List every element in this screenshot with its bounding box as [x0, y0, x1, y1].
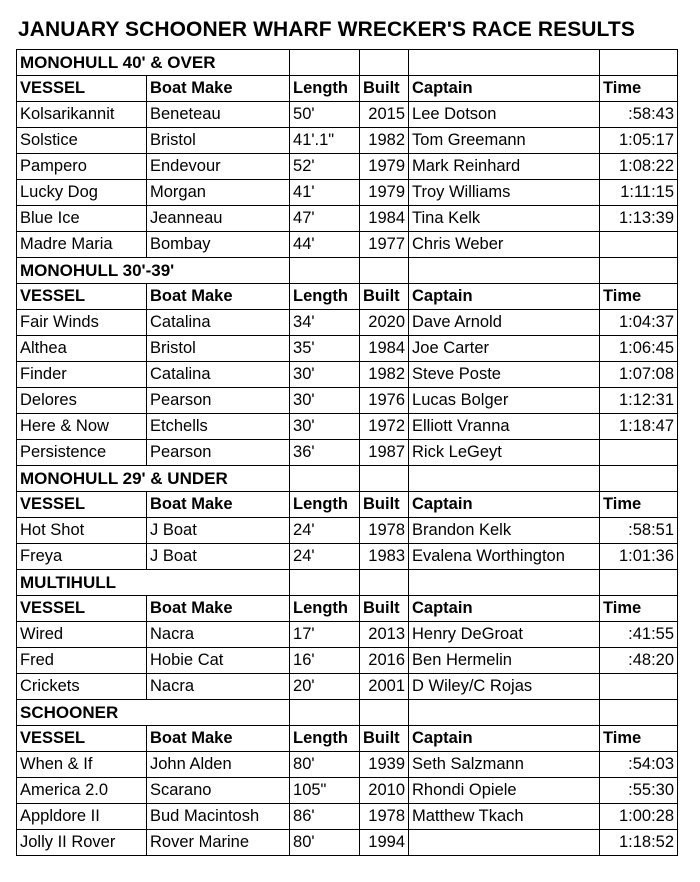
- column-header-row: [17, 284, 678, 310]
- section-title: MONOHULL 40' & OVER: [17, 50, 290, 76]
- length-cell: 41': [290, 180, 360, 206]
- built-cell: 1983: [360, 544, 409, 570]
- boat-make-cell: Endevour: [147, 154, 290, 180]
- table-row: [17, 388, 678, 414]
- captain-cell: Tom Greemann: [409, 128, 600, 154]
- column-header-captain: Captain: [409, 726, 600, 752]
- vessel-cell: Fair Winds: [17, 310, 147, 336]
- table-row: [17, 544, 678, 570]
- section-empty-cell: [409, 258, 600, 284]
- vessel-cell: Persistence: [17, 440, 147, 466]
- built-cell: 1982: [360, 128, 409, 154]
- table-row: [17, 310, 678, 336]
- boat-make-cell: Bristol: [147, 336, 290, 362]
- vessel-cell: Here & Now: [17, 414, 147, 440]
- length-cell: 80': [290, 830, 360, 856]
- table-row: [17, 128, 678, 154]
- time-cell: 1:18:52: [600, 830, 678, 856]
- vessel-cell: Lucky Dog: [17, 180, 147, 206]
- column-header-vessel: VESSEL: [17, 492, 147, 518]
- captain-cell: Henry DeGroat: [409, 622, 600, 648]
- captain-cell: Rhondi Opiele: [409, 778, 600, 804]
- column-header-length: Length: [290, 76, 360, 102]
- section-empty-cell: [290, 570, 360, 596]
- boat-make-cell: Rover Marine: [147, 830, 290, 856]
- column-header-time: Time: [600, 284, 678, 310]
- column-header-boat-make: Boat Make: [147, 596, 290, 622]
- section-row: [17, 466, 678, 492]
- column-header-length: Length: [290, 492, 360, 518]
- boat-make-cell: John Alden: [147, 752, 290, 778]
- boat-make-cell: J Boat: [147, 544, 290, 570]
- boat-make-cell: Morgan: [147, 180, 290, 206]
- column-header-time: Time: [600, 596, 678, 622]
- length-cell: 80': [290, 752, 360, 778]
- column-header-row: [17, 726, 678, 752]
- built-cell: 1979: [360, 180, 409, 206]
- column-header-boat-make: Boat Make: [147, 726, 290, 752]
- table-row: [17, 206, 678, 232]
- vessel-cell: Pampero: [17, 154, 147, 180]
- section-title: MONOHULL 30'-39': [17, 258, 290, 284]
- boat-make-cell: Pearson: [147, 440, 290, 466]
- time-cell: :48:20: [600, 648, 678, 674]
- column-header-captain: Captain: [409, 492, 600, 518]
- section-empty-cell: [290, 700, 360, 726]
- section-empty-cell: [409, 466, 600, 492]
- table-row: [17, 414, 678, 440]
- time-cell: :41:55: [600, 622, 678, 648]
- built-cell: 1939: [360, 752, 409, 778]
- vessel-cell: Crickets: [17, 674, 147, 700]
- vessel-cell: Wired: [17, 622, 147, 648]
- column-header-built: Built: [360, 284, 409, 310]
- captain-cell: Seth Salzmann: [409, 752, 600, 778]
- column-header-vessel: VESSEL: [17, 726, 147, 752]
- results-table: [16, 49, 678, 856]
- section-empty-cell: [290, 466, 360, 492]
- built-cell: 1994: [360, 830, 409, 856]
- table-row: [17, 362, 678, 388]
- captain-cell: Joe Carter: [409, 336, 600, 362]
- time-cell: 1:13:39: [600, 206, 678, 232]
- vessel-cell: Finder: [17, 362, 147, 388]
- table-row: [17, 518, 678, 544]
- time-cell: 1:01:36: [600, 544, 678, 570]
- boat-make-cell: Nacra: [147, 622, 290, 648]
- vessel-cell: When & If: [17, 752, 147, 778]
- section-title: SCHOONER: [17, 700, 290, 726]
- column-header-vessel: VESSEL: [17, 76, 147, 102]
- captain-cell: Rick LeGeyt: [409, 440, 600, 466]
- column-header-captain: Captain: [409, 76, 600, 102]
- vessel-cell: Madre Maria: [17, 232, 147, 258]
- section-empty-cell: [600, 258, 678, 284]
- vessel-cell: Fred: [17, 648, 147, 674]
- column-header-built: Built: [360, 726, 409, 752]
- captain-cell: Ben Hermelin: [409, 648, 600, 674]
- vessel-cell: Althea: [17, 336, 147, 362]
- boat-make-cell: Hobie Cat: [147, 648, 290, 674]
- length-cell: 34': [290, 310, 360, 336]
- built-cell: 1972: [360, 414, 409, 440]
- time-cell: :54:03: [600, 752, 678, 778]
- column-header-vessel: VESSEL: [17, 284, 147, 310]
- built-cell: 1987: [360, 440, 409, 466]
- length-cell: 105": [290, 778, 360, 804]
- length-cell: 16': [290, 648, 360, 674]
- time-cell: 1:06:45: [600, 336, 678, 362]
- time-cell: 1:04:37: [600, 310, 678, 336]
- section-row: [17, 700, 678, 726]
- column-header-vessel: VESSEL: [17, 596, 147, 622]
- section-empty-cell: [360, 700, 409, 726]
- table-row: [17, 154, 678, 180]
- section-empty-cell: [409, 700, 600, 726]
- section-title: MULTIHULL: [17, 570, 290, 596]
- built-cell: 1984: [360, 336, 409, 362]
- length-cell: 24': [290, 518, 360, 544]
- column-header-time: Time: [600, 726, 678, 752]
- built-cell: 2013: [360, 622, 409, 648]
- built-cell: 2016: [360, 648, 409, 674]
- built-cell: 2015: [360, 102, 409, 128]
- vessel-cell: Hot Shot: [17, 518, 147, 544]
- section-row: [17, 570, 678, 596]
- vessel-cell: America 2.0: [17, 778, 147, 804]
- time-cell: [600, 674, 678, 700]
- boat-make-cell: J Boat: [147, 518, 290, 544]
- length-cell: 30': [290, 414, 360, 440]
- captain-cell: Chris Weber: [409, 232, 600, 258]
- table-row: [17, 102, 678, 128]
- captain-cell: Lee Dotson: [409, 102, 600, 128]
- time-cell: 1:11:15: [600, 180, 678, 206]
- table-row: [17, 752, 678, 778]
- built-cell: 1977: [360, 232, 409, 258]
- length-cell: 86': [290, 804, 360, 830]
- captain-cell: D Wiley/C Rojas: [409, 674, 600, 700]
- vessel-cell: Freya: [17, 544, 147, 570]
- column-header-built: Built: [360, 596, 409, 622]
- section-empty-cell: [600, 50, 678, 76]
- column-header-boat-make: Boat Make: [147, 76, 290, 102]
- length-cell: 24': [290, 544, 360, 570]
- section-empty-cell: [290, 50, 360, 76]
- boat-make-cell: Pearson: [147, 388, 290, 414]
- time-cell: [600, 440, 678, 466]
- table-row: [17, 232, 678, 258]
- column-header-length: Length: [290, 596, 360, 622]
- built-cell: 2001: [360, 674, 409, 700]
- table-row: [17, 180, 678, 206]
- table-row: [17, 648, 678, 674]
- column-header-boat-make: Boat Make: [147, 492, 290, 518]
- section-empty-cell: [360, 570, 409, 596]
- boat-make-cell: Bristol: [147, 128, 290, 154]
- captain-cell: Mark Reinhard: [409, 154, 600, 180]
- time-cell: 1:00:28: [600, 804, 678, 830]
- length-cell: 30': [290, 388, 360, 414]
- time-cell: :58:43: [600, 102, 678, 128]
- built-cell: 1978: [360, 804, 409, 830]
- built-cell: 1984: [360, 206, 409, 232]
- table-row: [17, 440, 678, 466]
- table-row: [17, 674, 678, 700]
- time-cell: 1:12:31: [600, 388, 678, 414]
- length-cell: 50': [290, 102, 360, 128]
- table-row: [17, 336, 678, 362]
- column-header-time: Time: [600, 492, 678, 518]
- length-cell: 20': [290, 674, 360, 700]
- section-row: [17, 50, 678, 76]
- vessel-cell: Jolly II Rover: [17, 830, 147, 856]
- column-header-captain: Captain: [409, 284, 600, 310]
- section-row: [17, 258, 678, 284]
- captain-cell: Steve Poste: [409, 362, 600, 388]
- column-header-row: [17, 492, 678, 518]
- built-cell: 1982: [360, 362, 409, 388]
- table-row: [17, 804, 678, 830]
- captain-cell: Brandon Kelk: [409, 518, 600, 544]
- captain-cell: Lucas Bolger: [409, 388, 600, 414]
- time-cell: [600, 232, 678, 258]
- column-header-length: Length: [290, 726, 360, 752]
- section-empty-cell: [290, 258, 360, 284]
- column-header-row: [17, 596, 678, 622]
- length-cell: 36': [290, 440, 360, 466]
- built-cell: 2010: [360, 778, 409, 804]
- built-cell: 1979: [360, 154, 409, 180]
- section-empty-cell: [600, 466, 678, 492]
- time-cell: 1:07:08: [600, 362, 678, 388]
- length-cell: 44': [290, 232, 360, 258]
- length-cell: 52': [290, 154, 360, 180]
- section-empty-cell: [409, 50, 600, 76]
- vessel-cell: Blue Ice: [17, 206, 147, 232]
- section-empty-cell: [360, 258, 409, 284]
- length-cell: 41'.1": [290, 128, 360, 154]
- captain-cell: [409, 830, 600, 856]
- column-header-row: [17, 76, 678, 102]
- page-title: JANUARY SCHOONER WHARF WRECKER'S RACE RESULTS: [18, 18, 635, 41]
- section-empty-cell: [600, 570, 678, 596]
- vessel-cell: Appldore II: [17, 804, 147, 830]
- table-row: [17, 830, 678, 856]
- boat-make-cell: Nacra: [147, 674, 290, 700]
- boat-make-cell: Scarano: [147, 778, 290, 804]
- length-cell: 17': [290, 622, 360, 648]
- section-title: MONOHULL 29' & UNDER: [17, 466, 290, 492]
- built-cell: 2020: [360, 310, 409, 336]
- time-cell: 1:18:47: [600, 414, 678, 440]
- vessel-cell: Delores: [17, 388, 147, 414]
- section-empty-cell: [600, 700, 678, 726]
- captain-cell: Evalena Worthington: [409, 544, 600, 570]
- boat-make-cell: Beneteau: [147, 102, 290, 128]
- column-header-captain: Captain: [409, 596, 600, 622]
- column-header-built: Built: [360, 492, 409, 518]
- captain-cell: Dave Arnold: [409, 310, 600, 336]
- column-header-time: Time: [600, 76, 678, 102]
- built-cell: 1976: [360, 388, 409, 414]
- length-cell: 30': [290, 362, 360, 388]
- boat-make-cell: Bud Macintosh: [147, 804, 290, 830]
- time-cell: 1:08:22: [600, 154, 678, 180]
- vessel-cell: Kolsarikannit: [17, 102, 147, 128]
- time-cell: :55:30: [600, 778, 678, 804]
- time-cell: :58:51: [600, 518, 678, 544]
- length-cell: 35': [290, 336, 360, 362]
- vessel-cell: Solstice: [17, 128, 147, 154]
- column-header-boat-make: Boat Make: [147, 284, 290, 310]
- captain-cell: Troy Williams: [409, 180, 600, 206]
- captain-cell: Elliott Vranna: [409, 414, 600, 440]
- length-cell: 47': [290, 206, 360, 232]
- captain-cell: Tina Kelk: [409, 206, 600, 232]
- table-row: [17, 778, 678, 804]
- boat-make-cell: Jeanneau: [147, 206, 290, 232]
- column-header-length: Length: [290, 284, 360, 310]
- boat-make-cell: Catalina: [147, 310, 290, 336]
- section-empty-cell: [409, 570, 600, 596]
- time-cell: 1:05:17: [600, 128, 678, 154]
- column-header-built: Built: [360, 76, 409, 102]
- boat-make-cell: Bombay: [147, 232, 290, 258]
- table-row: [17, 622, 678, 648]
- boat-make-cell: Catalina: [147, 362, 290, 388]
- section-empty-cell: [360, 466, 409, 492]
- section-empty-cell: [360, 50, 409, 76]
- boat-make-cell: Etchells: [147, 414, 290, 440]
- captain-cell: Matthew Tkach: [409, 804, 600, 830]
- built-cell: 1978: [360, 518, 409, 544]
